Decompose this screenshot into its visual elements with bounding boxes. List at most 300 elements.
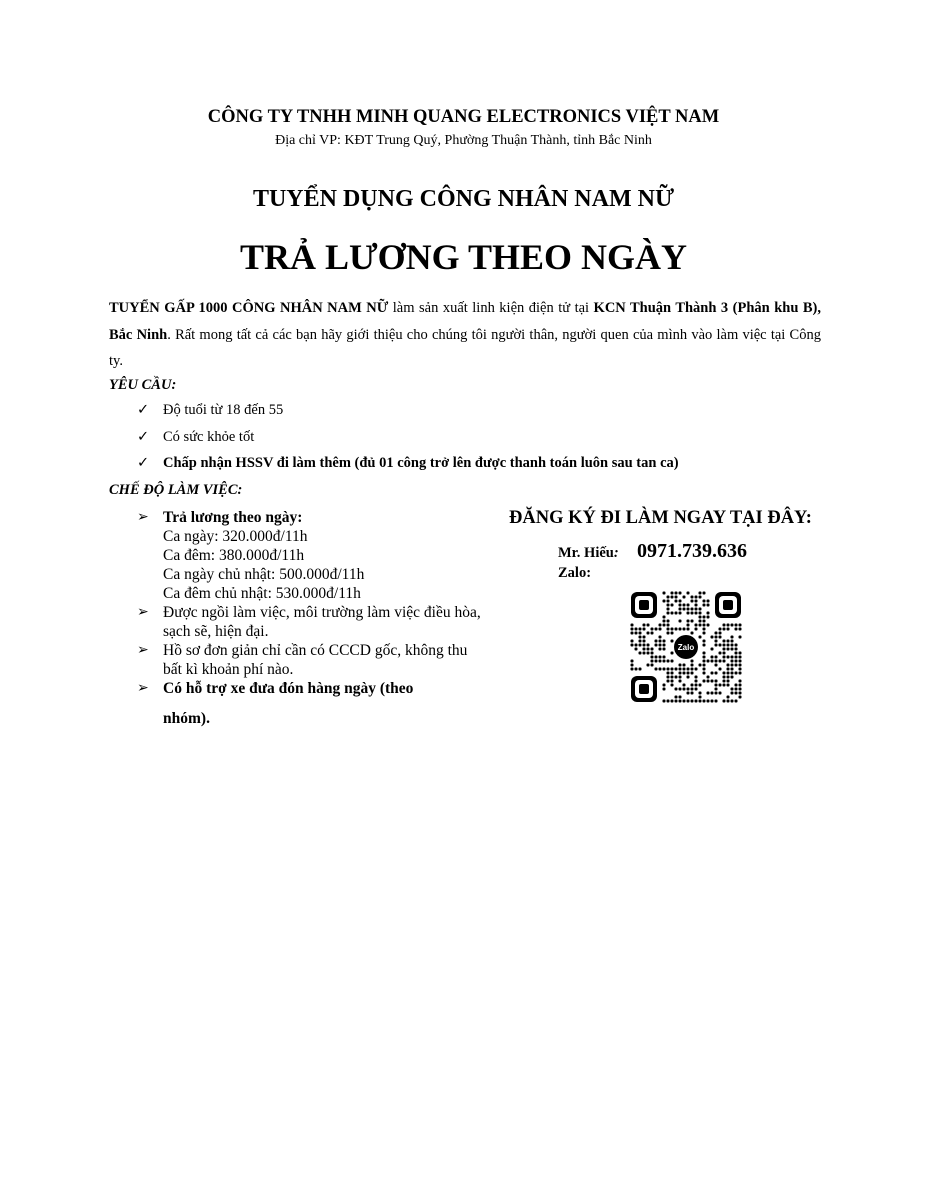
qr-module xyxy=(715,664,718,667)
qr-module xyxy=(655,668,658,671)
qr-module xyxy=(631,644,634,647)
qr-module xyxy=(667,668,670,671)
qr-module xyxy=(703,620,706,623)
qr-module xyxy=(703,652,706,655)
qr-module xyxy=(727,668,730,671)
qr-module xyxy=(727,628,730,631)
checkmark-icon: ✓ xyxy=(137,455,150,471)
qr-module xyxy=(691,668,694,671)
arrow-bullet-icon: ➢ xyxy=(137,681,149,696)
qr-module xyxy=(667,628,670,631)
qr-module xyxy=(671,672,674,675)
qr-module xyxy=(707,692,710,695)
work-item-text xyxy=(163,679,482,728)
qr-module xyxy=(715,636,718,639)
intro-paragraph xyxy=(109,295,821,375)
qr-module xyxy=(675,688,678,691)
qr-module xyxy=(679,608,682,611)
qr-module xyxy=(643,644,646,647)
qr-module xyxy=(703,664,706,667)
requirement-text: Độ tuổi từ 18 đến 55 xyxy=(163,402,284,418)
qr-module xyxy=(703,644,706,647)
qr-module xyxy=(687,604,690,607)
qr-finder-icon xyxy=(631,592,657,618)
qr-module xyxy=(735,684,738,687)
qr-module xyxy=(671,684,674,687)
qr-module xyxy=(691,700,694,703)
qr-module xyxy=(671,660,674,663)
qr-module xyxy=(691,600,694,603)
qr-module xyxy=(711,648,714,651)
zalo-badge-text: Zalo xyxy=(677,643,695,652)
qr-module xyxy=(639,652,642,655)
qr-module xyxy=(663,624,666,627)
qr-module xyxy=(723,672,726,675)
qr-module xyxy=(715,688,718,691)
qr-module xyxy=(691,692,694,695)
qr-module xyxy=(691,612,694,615)
qr-module xyxy=(703,700,706,703)
qr-module xyxy=(703,668,706,671)
qr-module xyxy=(711,680,714,683)
qr-module xyxy=(647,648,650,651)
qr-module xyxy=(639,668,642,671)
qr-module xyxy=(687,692,690,695)
qr-module xyxy=(651,660,654,663)
qr-module xyxy=(727,676,730,679)
qr-module xyxy=(679,628,682,631)
qr-module xyxy=(727,648,730,651)
qr-module xyxy=(739,668,742,671)
qr-module xyxy=(711,656,714,659)
qr-module xyxy=(695,608,698,611)
salary-title: Trả lương theo ngày: xyxy=(163,509,303,526)
qr-module xyxy=(711,700,714,703)
qr-module xyxy=(719,652,722,655)
qr-module xyxy=(703,632,706,635)
qr-module xyxy=(699,692,702,695)
qr-module xyxy=(707,676,710,679)
qr-module xyxy=(703,672,706,675)
qr-module xyxy=(635,668,638,671)
qr-module xyxy=(643,636,646,639)
qr-module xyxy=(735,652,738,655)
qr-module xyxy=(671,668,674,671)
qr-module xyxy=(675,628,678,631)
salary-line: Ca đêm: 380.000đ/11h xyxy=(163,547,305,564)
qr-module xyxy=(723,640,726,643)
qr-module xyxy=(667,672,670,675)
intro-text-2: . Rất mong tất cả các bạn hãy giới thiệu cho chúng tôi người thân, người quen của mình vào làm việc tại Công ty. xyxy=(109,326,821,369)
intro-bold-2: KCN Thuận Thành 3 (Phân khu B), Bắc Ninh xyxy=(109,300,821,343)
qr-module xyxy=(719,632,722,635)
qr-module xyxy=(679,700,682,703)
qr-module xyxy=(735,628,738,631)
qr-module xyxy=(655,644,658,647)
qr-module xyxy=(735,624,738,627)
qr-module xyxy=(695,624,698,627)
qr-module xyxy=(723,660,726,663)
requirement-item xyxy=(137,402,283,419)
qr-module xyxy=(663,684,666,687)
qr-module xyxy=(651,628,654,631)
qr-module xyxy=(675,700,678,703)
qr-module xyxy=(683,608,686,611)
qr-module xyxy=(731,636,734,639)
contact-phone[interactable]: 0971.739.636 xyxy=(637,540,747,562)
qr-module xyxy=(643,628,646,631)
qr-module xyxy=(659,636,662,639)
shuttle-line-2: nhóm). xyxy=(163,710,210,727)
qr-module xyxy=(671,632,674,635)
qr-module xyxy=(703,640,706,643)
qr-module xyxy=(687,624,690,627)
qr-module xyxy=(699,608,702,611)
qr-module xyxy=(711,660,714,663)
qr-module xyxy=(679,612,682,615)
qr-module xyxy=(711,672,714,675)
qr-module xyxy=(699,700,702,703)
qr-module xyxy=(727,700,730,703)
qr-module xyxy=(703,660,706,663)
qr-module xyxy=(643,648,646,651)
qr-module xyxy=(631,660,634,663)
qr-module xyxy=(723,680,726,683)
qr-module xyxy=(691,620,694,623)
qr-module xyxy=(663,688,666,691)
qr-module xyxy=(687,592,690,595)
qr-module xyxy=(671,592,674,595)
qr-module xyxy=(675,668,678,671)
qr-module xyxy=(679,604,682,607)
qr-module xyxy=(667,680,670,683)
qr-module xyxy=(695,628,698,631)
qr-module xyxy=(639,644,642,647)
qr-module xyxy=(735,700,738,703)
qr-module xyxy=(707,612,710,615)
qr-module xyxy=(739,684,742,687)
qr-module xyxy=(695,700,698,703)
checkmark-icon: ✓ xyxy=(137,402,150,418)
qr-module xyxy=(703,624,706,627)
qr-module xyxy=(707,624,710,627)
qr-module xyxy=(679,672,682,675)
qr-module xyxy=(667,604,670,607)
qr-module xyxy=(631,668,634,671)
qr-module xyxy=(703,656,706,659)
qr-module xyxy=(659,640,662,643)
qr-module xyxy=(687,668,690,671)
qr-module xyxy=(727,680,730,683)
qr-module xyxy=(683,596,686,599)
qr-module xyxy=(687,688,690,691)
qr-module xyxy=(639,628,642,631)
qr-module xyxy=(671,612,674,615)
qr-module xyxy=(735,688,738,691)
qr-module xyxy=(687,676,690,679)
qr-module xyxy=(739,652,742,655)
qr-module xyxy=(723,628,726,631)
qr-module xyxy=(735,644,738,647)
qr-module xyxy=(631,640,634,643)
contact-name-text: Mr. Hiếu xyxy=(558,545,614,561)
qr-module xyxy=(659,644,662,647)
qr-module xyxy=(635,644,638,647)
qr-module xyxy=(671,652,674,655)
qr-module xyxy=(731,688,734,691)
qr-finder-icon xyxy=(715,592,741,618)
qr-module xyxy=(659,624,662,627)
qr-module xyxy=(739,692,742,695)
qr-module xyxy=(735,672,738,675)
work-item-salary xyxy=(137,508,482,603)
arrow-bullet-icon: ➢ xyxy=(137,510,149,525)
qr-module xyxy=(683,604,686,607)
arrow-bullet-icon: ➢ xyxy=(137,643,149,658)
qr-module xyxy=(639,636,642,639)
qr-module xyxy=(679,676,682,679)
qr-module xyxy=(719,660,722,663)
qr-module xyxy=(715,680,718,683)
qr-module xyxy=(707,600,710,603)
qr-module xyxy=(695,668,698,671)
contact-colon: : xyxy=(613,545,619,561)
qr-module xyxy=(651,652,654,655)
qr-module xyxy=(643,624,646,627)
qr-module xyxy=(739,664,742,667)
qr-module xyxy=(643,652,646,655)
qr-module xyxy=(691,688,694,691)
qr-module xyxy=(707,616,710,619)
qr-module xyxy=(695,680,698,683)
work-conditions-list xyxy=(137,508,482,728)
qr-module xyxy=(723,684,726,687)
qr-module xyxy=(655,628,658,631)
qr-module xyxy=(671,596,674,599)
qr-module xyxy=(695,604,698,607)
register-title: ĐĂNG KÝ ĐI LÀM NGAY TẠI ĐÂY: xyxy=(509,508,812,528)
qr-module xyxy=(671,676,674,679)
qr-module xyxy=(631,628,634,631)
work-item-shuttle xyxy=(137,679,482,728)
company-address: Địa chỉ VP: KĐT Trung Quý, Phường Thuận Thành, tỉnh Bắc Ninh xyxy=(275,133,652,148)
qr-module xyxy=(719,684,722,687)
qr-module xyxy=(715,692,718,695)
zalo-qr-code[interactable] xyxy=(630,591,742,703)
qr-module xyxy=(631,664,634,667)
qr-module xyxy=(667,620,670,623)
zalo-badge-icon xyxy=(674,635,698,659)
qr-module xyxy=(731,648,734,651)
qr-module xyxy=(731,692,734,695)
qr-module xyxy=(699,616,702,619)
qr-module xyxy=(723,652,726,655)
qr-module xyxy=(703,600,706,603)
qr-module xyxy=(655,640,658,643)
qr-module xyxy=(679,620,682,623)
qr-module xyxy=(739,688,742,691)
requirement-item xyxy=(137,429,254,446)
qr-module xyxy=(647,652,650,655)
qr-module xyxy=(715,632,718,635)
qr-module xyxy=(663,616,666,619)
qr-module xyxy=(731,672,734,675)
qr-module xyxy=(691,664,694,667)
qr-module xyxy=(739,660,742,663)
qr-module xyxy=(675,596,678,599)
qr-module xyxy=(659,648,662,651)
qr-module xyxy=(695,612,698,615)
qr-module xyxy=(719,628,722,631)
qr-module xyxy=(675,676,678,679)
qr-module xyxy=(635,632,638,635)
qr-module xyxy=(687,612,690,615)
qr-module xyxy=(671,604,674,607)
qr-module xyxy=(659,628,662,631)
qr-module xyxy=(711,636,714,639)
qr-module xyxy=(719,668,722,671)
qr-module xyxy=(723,656,726,659)
qr-module xyxy=(663,640,666,643)
qr-module xyxy=(707,700,710,703)
qr-module xyxy=(699,636,702,639)
qr-module xyxy=(695,684,698,687)
qr-module xyxy=(683,664,686,667)
qr-module xyxy=(663,644,666,647)
qr-module xyxy=(683,672,686,675)
qr-module xyxy=(739,624,742,627)
qr-module xyxy=(671,680,674,683)
qr-module xyxy=(727,640,730,643)
qr-module xyxy=(659,656,662,659)
qr-module xyxy=(699,612,702,615)
shuttle-line-1: Có hỗ trợ xe đưa đón hàng ngày (theo xyxy=(163,680,414,697)
qr-module xyxy=(671,628,674,631)
qr-module xyxy=(739,672,742,675)
work-conditions-title: CHẾ ĐỘ LÀM VIỆC: xyxy=(109,482,243,498)
qr-module xyxy=(651,648,654,651)
qr-module xyxy=(663,700,666,703)
qr-module xyxy=(739,628,742,631)
qr-module xyxy=(695,688,698,691)
qr-module xyxy=(655,660,658,663)
qr-module xyxy=(687,700,690,703)
qr-module xyxy=(703,592,706,595)
qr-module xyxy=(691,672,694,675)
qr-module xyxy=(631,632,634,635)
qr-module xyxy=(663,620,666,623)
qr-module xyxy=(663,592,666,595)
requirement-text: Chấp nhận HSSV đi làm thêm (đủ 01 công trở lên được thanh toán luôn sau tan ca) xyxy=(163,455,679,471)
qr-module xyxy=(687,672,690,675)
qr-module xyxy=(679,668,682,671)
qr-module xyxy=(647,644,650,647)
qr-module xyxy=(727,644,730,647)
qr-module xyxy=(739,656,742,659)
qr-module xyxy=(719,636,722,639)
arrow-bullet-icon: ➢ xyxy=(137,605,149,620)
qr-module xyxy=(699,664,702,667)
qr-module xyxy=(731,700,734,703)
company-name: CÔNG TY TNHH MINH QUANG ELECTRONICS VIỆT NAM xyxy=(207,107,720,127)
qr-module xyxy=(723,648,726,651)
qr-module xyxy=(683,628,686,631)
qr-module xyxy=(695,596,698,599)
qr-module xyxy=(667,596,670,599)
qr-module xyxy=(675,592,678,595)
qr-module xyxy=(735,692,738,695)
qr-module xyxy=(727,672,730,675)
qr-module xyxy=(659,668,662,671)
qr-module xyxy=(663,660,666,663)
qr-module xyxy=(651,656,654,659)
qr-module xyxy=(731,640,734,643)
qr-module xyxy=(687,608,690,611)
qr-module xyxy=(703,628,706,631)
qr-module xyxy=(651,664,654,667)
requirements-title: YÊU CẦU: xyxy=(109,377,177,393)
qr-module xyxy=(723,644,726,647)
qr-module xyxy=(711,692,714,695)
qr-module xyxy=(667,612,670,615)
qr-module xyxy=(647,624,650,627)
qr-module xyxy=(643,640,646,643)
qr-module xyxy=(739,696,742,699)
qr-module xyxy=(735,648,738,651)
qr-module xyxy=(703,604,706,607)
qr-module xyxy=(663,656,666,659)
qr-module xyxy=(683,700,686,703)
qr-module xyxy=(699,592,702,595)
checkmark-icon: ✓ xyxy=(137,429,150,445)
qr-module xyxy=(679,600,682,603)
qr-module xyxy=(667,608,670,611)
qr-module xyxy=(663,600,666,603)
qr-module xyxy=(727,664,730,667)
qr-module xyxy=(695,600,698,603)
qr-module xyxy=(715,672,718,675)
headline-recruitment: TUYỂN DỤNG CÔNG NHÂN NAM NỮ xyxy=(252,186,675,212)
qr-module xyxy=(695,676,698,679)
qr-module xyxy=(723,676,726,679)
qr-module xyxy=(731,664,734,667)
qr-module xyxy=(687,620,690,623)
qr-module xyxy=(727,656,730,659)
qr-module xyxy=(683,668,686,671)
salary-line: Ca ngày: 320.000đ/11h xyxy=(163,528,308,545)
qr-module xyxy=(639,640,642,643)
qr-module xyxy=(715,640,718,643)
qr-module xyxy=(699,596,702,599)
qr-module xyxy=(647,632,650,635)
qr-module xyxy=(703,680,706,683)
qr-module xyxy=(671,700,674,703)
qr-module xyxy=(699,684,702,687)
work-item-environment xyxy=(137,603,482,641)
qr-module xyxy=(723,624,726,627)
qr-module xyxy=(667,660,670,663)
qr-module xyxy=(715,656,718,659)
qr-module xyxy=(679,592,682,595)
qr-module xyxy=(667,600,670,603)
qr-module xyxy=(651,632,654,635)
qr-module xyxy=(703,616,706,619)
work-item-text: Hồ sơ đơn giản chỉ cần có CCCD gốc, không thu bất kì khoản phí nào. xyxy=(163,642,468,678)
qr-module xyxy=(731,656,734,659)
qr-module xyxy=(675,696,678,699)
qr-module xyxy=(691,684,694,687)
qr-module xyxy=(655,656,658,659)
